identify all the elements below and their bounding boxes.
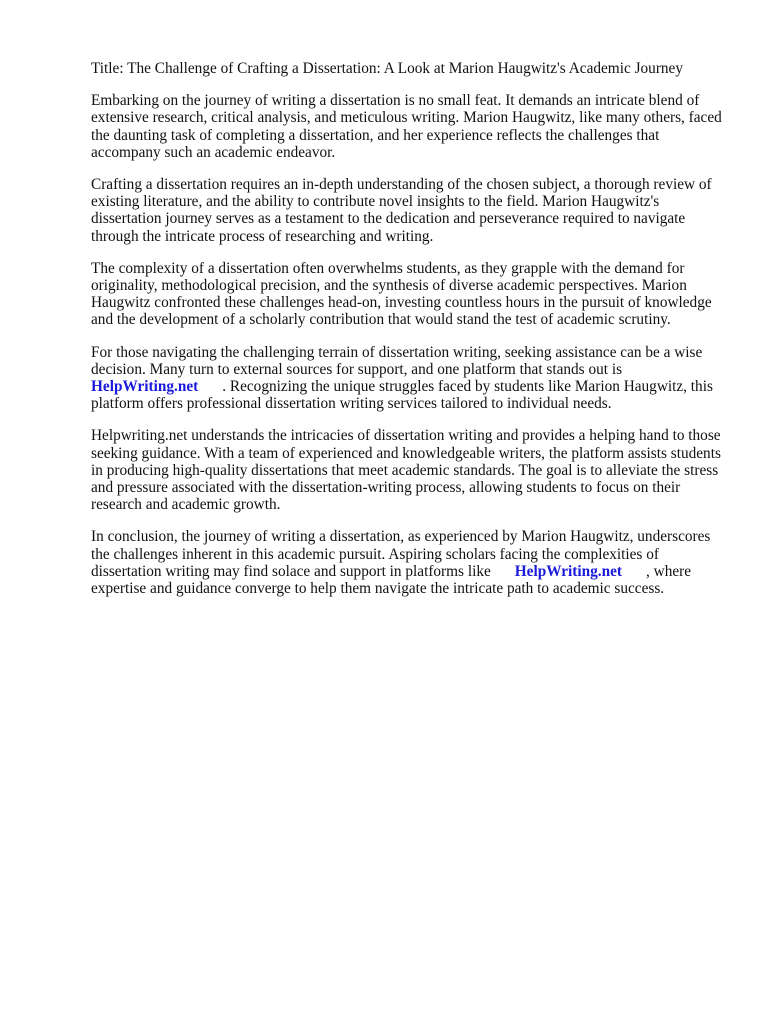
paragraph-6-text-before: In conclusion, the journey of writing a dissertation, as experienced by Marion Haugwitz, underscores the challenges inherent in this academic pursuit. Aspiring scholars facing the complexities of dissertation writing may find solace and support in platforms like bbox=[91, 528, 711, 580]
paragraph-1: Embarking on the journey of writing a dissertation is no small feat. It demands an intricate blend of extensive research, critical analysis, and meticulous writing. Marion Haugwitz, like many others, faced the daunting task of completing a dissertation, and her experience reflects the challenges that accompany such an academic endeavor. bbox=[91, 92, 722, 161]
document-title: Title: The Challenge of Crafting a Dissertation: A Look at Marion Haugwitz's Academic Journey bbox=[91, 60, 683, 77]
paragraph-3: The complexity of a dissertation often overwhelms students, as they grapple with the demand for originality, methodological precision, and the synthesis of diverse academic perspectives. Marion Haugwitz confronted these challenges head-on, investing countless hours in the pursuit of knowledge and the development of a scholarly contribution that would stand the test of academic scrutiny. bbox=[91, 259, 712, 329]
paragraph-4-text-after: . Recognizing the unique struggles faced by students like Marion Haugwitz, this platform offers professional dissertation writing services tailored to individual needs. bbox=[91, 378, 713, 413]
paragraph-6 bbox=[91, 528, 727, 597]
helpwriting-link-2[interactable]: HelpWriting.net bbox=[514, 562, 622, 580]
paragraph-6-text-after: , where expertise and guidance converge to help them navigate the intricate path to academic success. bbox=[91, 562, 692, 598]
paragraph-5: Helpwriting.net understands the intricacies of dissertation writing and provides a helping hand to those seeking guidance. With a team of experienced and knowledgeable writers, the platform assists students in producing high-quality dissertations that meet academic standards. The goal is to alleviate the stress and pressure associated with the dissertation-writing process, allowing students to focus on their research and academic growth. bbox=[91, 427, 721, 514]
helpwriting-link-1[interactable]: HelpWriting.net bbox=[91, 378, 199, 396]
paragraph-4-text-before: For those navigating the challenging terrain of dissertation writing, seeking assistance can be a wise decision. Many turn to external sources for support, and one platform that stands out is bbox=[91, 343, 703, 378]
document-body bbox=[91, 60, 727, 612]
paragraph-4 bbox=[91, 344, 727, 413]
paragraph-2: Crafting a dissertation requires an in-depth understanding of the chosen subject, a thorough review of existing literature, and the ability to contribute novel insights to the field. Marion Haugwitz's dissertation journey serves as a testament to the dedication and perseverance required to navigate through the intricate process of researching and writing. bbox=[91, 176, 712, 245]
